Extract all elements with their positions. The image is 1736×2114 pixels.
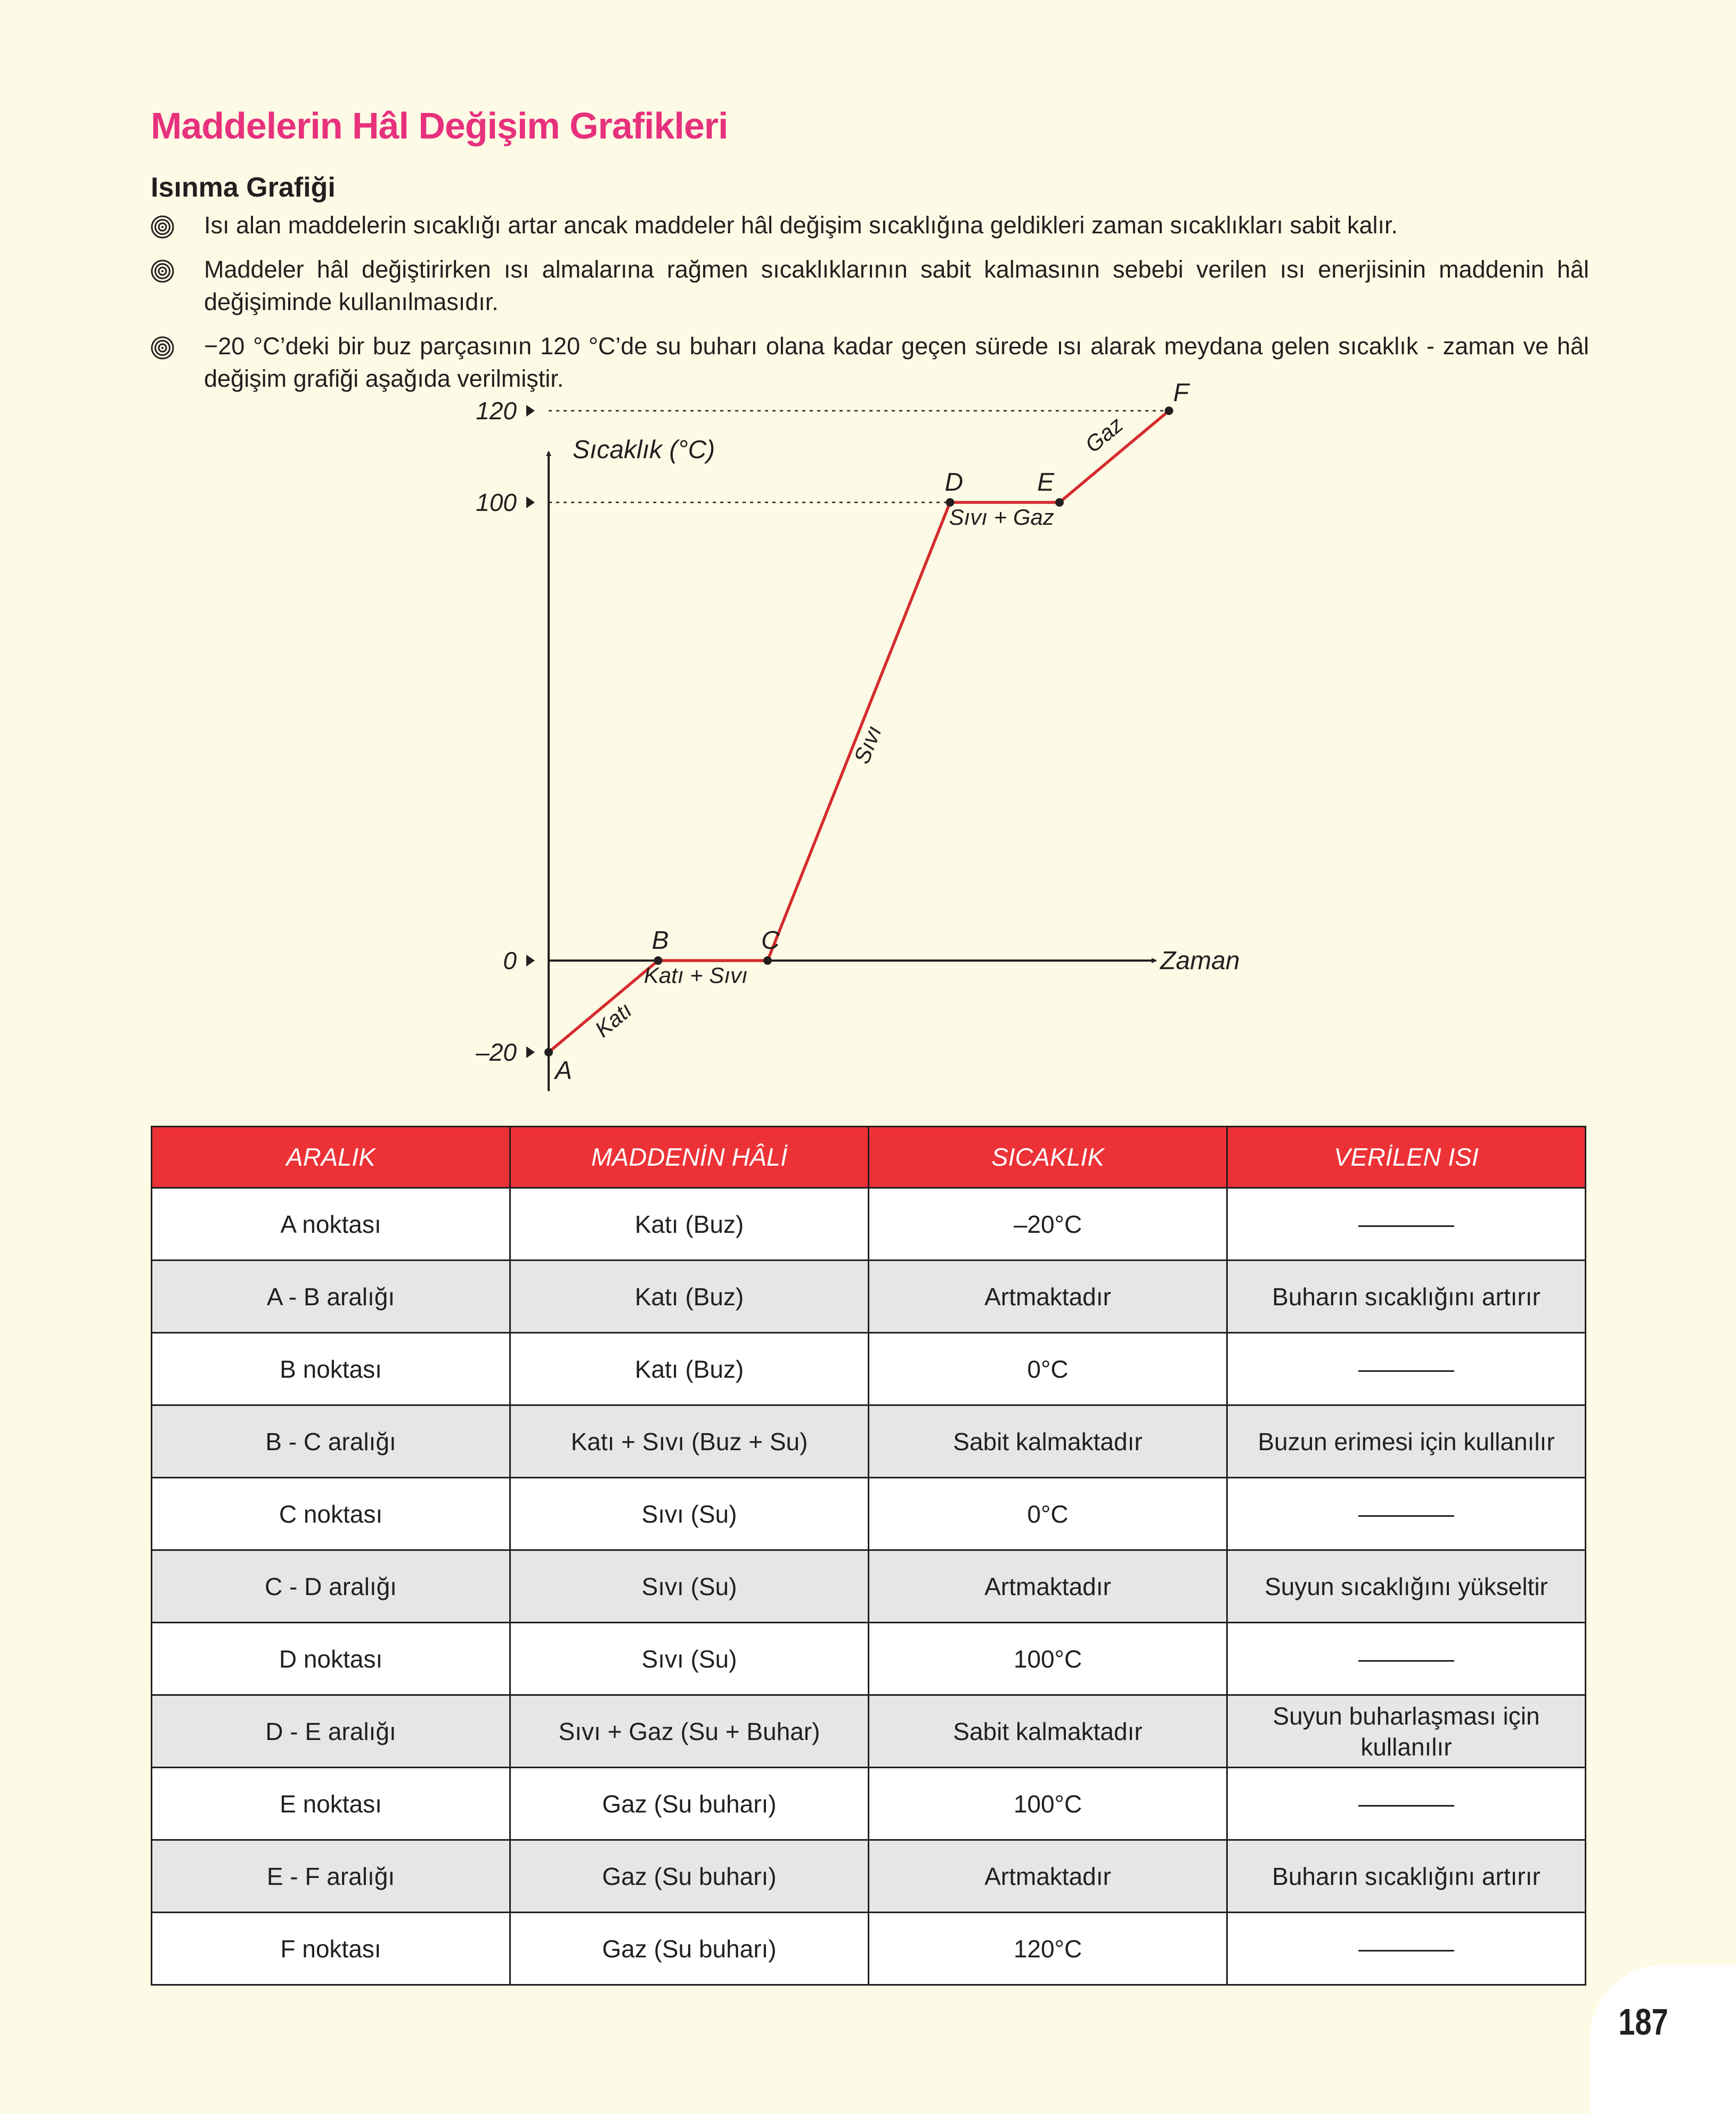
table-cell: Gaz (Su buharı) [510,1840,869,1913]
table-cell: Katı (Buz) [510,1188,869,1261]
table-cell [1227,1333,1586,1405]
y-tick-label: 0 [503,947,517,974]
table-row [152,1840,1586,1913]
point-label-a: A [555,1056,573,1085]
dash-line [1358,1805,1454,1807]
page-number: 187 [1618,2001,1668,2043]
table-cell: Artmaktadır [869,1550,1227,1623]
table-cell [1227,1913,1586,1985]
point-a [544,1048,553,1056]
table-cell: Buharın sıcaklığını artırır [1227,1840,1586,1913]
bullet-text: Isı alan maddelerin sıcaklığı artar ancak maddeler hâl değişim sıcaklığına geldikleri zaman sıcaklıkları sabit kalır. [204,212,1398,239]
table-cell: F noktası [152,1913,510,1985]
table-cell: Suyun sıcaklığını yükseltir [1227,1550,1586,1623]
table-cell: C - D aralığı [152,1550,510,1623]
table-cell: B noktası [152,1333,510,1405]
table-cell: Sabit kalmaktadır [869,1695,1227,1768]
table-row [152,1768,1586,1840]
point-label-c: C [761,926,780,955]
y-tick-label: 100 [476,489,517,516]
y-tick-marker [526,497,535,508]
table-cell: Katı + Sıvı (Buz + Su) [510,1405,869,1478]
table-cell [1227,1768,1586,1840]
segment-label: Katı + Sıvı [643,963,748,988]
table-row [152,1261,1586,1333]
point-label-b: B [651,926,669,955]
segment-label: Gaz [1080,412,1128,458]
point-label-d: D [944,468,964,497]
state-change-table [151,1126,1586,1986]
table-row [152,1913,1586,1985]
table-row [152,1333,1586,1405]
bullet-text: −20 °C’deki bir buz parçasının 120 °C’de su buharı olana kadar geçen sürede ısı alarak meydana gelen sıcaklık - zaman ve hâl değişim grafiği aşağıda verilmiştir. [204,332,1589,392]
table-cell: Artmaktadır [869,1840,1227,1913]
header-aralik: ARALIK [152,1127,510,1188]
table-cell: Suyun buharlaşması için kullanılır [1227,1695,1586,1768]
table-cell: Buzun erimesi için kullanılır [1227,1405,1586,1478]
segment-label: Katı [590,997,637,1042]
table-cell: Gaz (Su buharı) [510,1768,869,1840]
table-cell: D - E aralığı [152,1695,510,1768]
header-maddenin-hali: MADDENİN HÂLİ [510,1127,869,1188]
dash-line [1358,1950,1454,1952]
point-label-e: E [1037,468,1055,497]
table-cell: 0°C [869,1333,1227,1405]
table-cell: Gaz (Su buharı) [510,1913,869,1985]
table-cell: Katı (Buz) [510,1333,869,1405]
point-label-f: F [1173,379,1189,407]
dash-line [1358,1660,1454,1662]
page-title: Maddelerin Hâl Değişim Grafikleri [151,105,728,147]
table-row [152,1550,1586,1623]
table-header-row [152,1127,1586,1188]
section-subtitle: Isınma Grafiği [151,172,336,203]
table-cell [1227,1478,1586,1550]
table-cell: Sıvı (Su) [510,1478,869,1550]
table-cell: A - B aralığı [152,1261,510,1333]
table-cell: Artmaktadır [869,1261,1227,1333]
table-cell: Buharın sıcaklığını artırır [1227,1261,1586,1333]
y-tick-marker [526,405,535,417]
table-cell: 100°C [869,1623,1227,1695]
table-cell: E noktası [152,1768,510,1840]
table-cell: Sıvı + Gaz (Su + Buhar) [510,1695,869,1768]
table-row [152,1405,1586,1478]
point-e [1055,498,1064,507]
table-row [152,1188,1586,1261]
point-f [1165,406,1173,415]
table-cell: E - F aralığı [152,1840,510,1913]
table-cell: Katı (Buz) [510,1261,869,1333]
table-cell: 120°C [869,1913,1227,1985]
table-cell [1227,1623,1586,1695]
y-tick-marker [526,955,535,966]
table-cell [1227,1188,1586,1261]
table-row [152,1695,1586,1768]
table-cell: D noktası [152,1623,510,1695]
table-cell: A noktası [152,1188,510,1261]
table-cell: Sabit kalmaktadır [869,1405,1227,1478]
table-cell: B - C aralığı [152,1405,510,1478]
table-cell: 0°C [869,1478,1227,1550]
table-cell: C noktası [152,1478,510,1550]
y-tick-label: 120 [476,397,517,425]
segment-label: Sıvı [849,722,886,767]
dash-line [1358,1225,1454,1227]
y-tick-label: –20 [476,1038,517,1066]
header-verilen-isi: VERİLEN ISI [1227,1127,1586,1188]
table-cell: Sıvı (Su) [510,1550,869,1623]
segment-label: Sıvı + Gaz [949,505,1054,530]
header-sicaklik: SICAKLIK [869,1127,1227,1188]
table-cell: 100°C [869,1768,1227,1840]
x-axis-label: Zaman [1160,947,1240,975]
dash-line [1358,1370,1454,1372]
table-row [152,1623,1586,1695]
table-row [152,1478,1586,1550]
table-cell: Sıvı (Su) [510,1623,869,1695]
dash-line [1358,1515,1454,1517]
point-c [763,956,772,965]
table-cell: –20°C [869,1188,1227,1261]
y-axis-label: Sıcaklık (°C) [573,436,715,464]
y-tick-marker [526,1046,535,1058]
bullet-text: Maddeler hâl değiştirirken ısı almalarına rağmen sıcaklıklarının sabit kalmasının sebebi verilen ısı enerjisinin maddenin hâl değişiminde kullanılmasıdır. [204,256,1589,315]
